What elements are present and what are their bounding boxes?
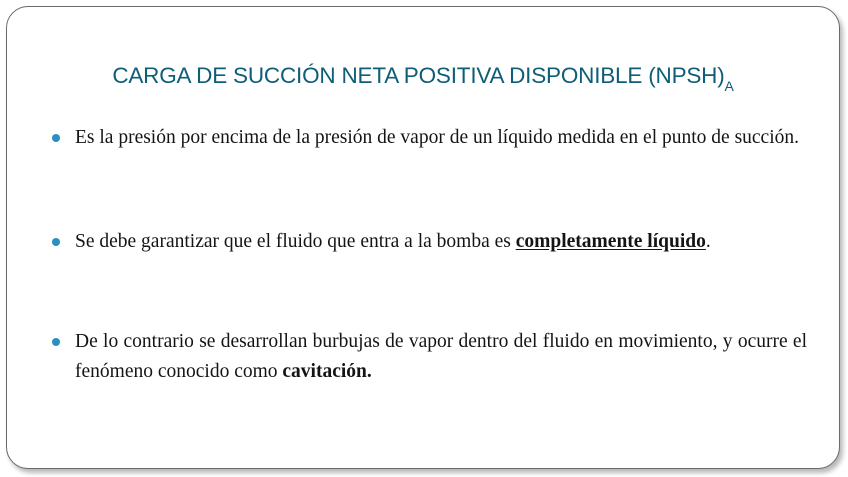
bullet-text-plain: De lo contrario se desarrollan burbujas de vapor dentro del fluido en movimiento, y ocurre el fenómeno conocido como (75, 331, 807, 382)
bullet-text (75, 227, 807, 257)
bullet-text: Es la presión por encima de la presión de vapor de un líquido medida en el punto de succión. (75, 127, 800, 148)
bullet-text-end: . (705, 231, 711, 252)
bullet-dot-icon (52, 134, 60, 142)
bullet-dot-icon (52, 338, 60, 346)
title-subscript: A (724, 78, 734, 94)
slide-title (7, 63, 839, 94)
bullet-text-plain: Se debe garantizar que el fluido que entra a la bomba es (75, 231, 516, 252)
bullet-item (52, 227, 807, 257)
bullet-text (75, 327, 807, 387)
title-main: CARGA DE SUCCIÓN NETA POSITIVA DISPONIBLE (NPSH) (112, 63, 725, 88)
bullet-item (52, 123, 807, 153)
bullet-dot-icon (52, 238, 60, 246)
slide (6, 6, 840, 469)
bullet-emphasis: completamente líquido (515, 231, 706, 252)
bullet-item (52, 327, 807, 387)
bullet-emphasis: cavitación. (282, 361, 372, 382)
